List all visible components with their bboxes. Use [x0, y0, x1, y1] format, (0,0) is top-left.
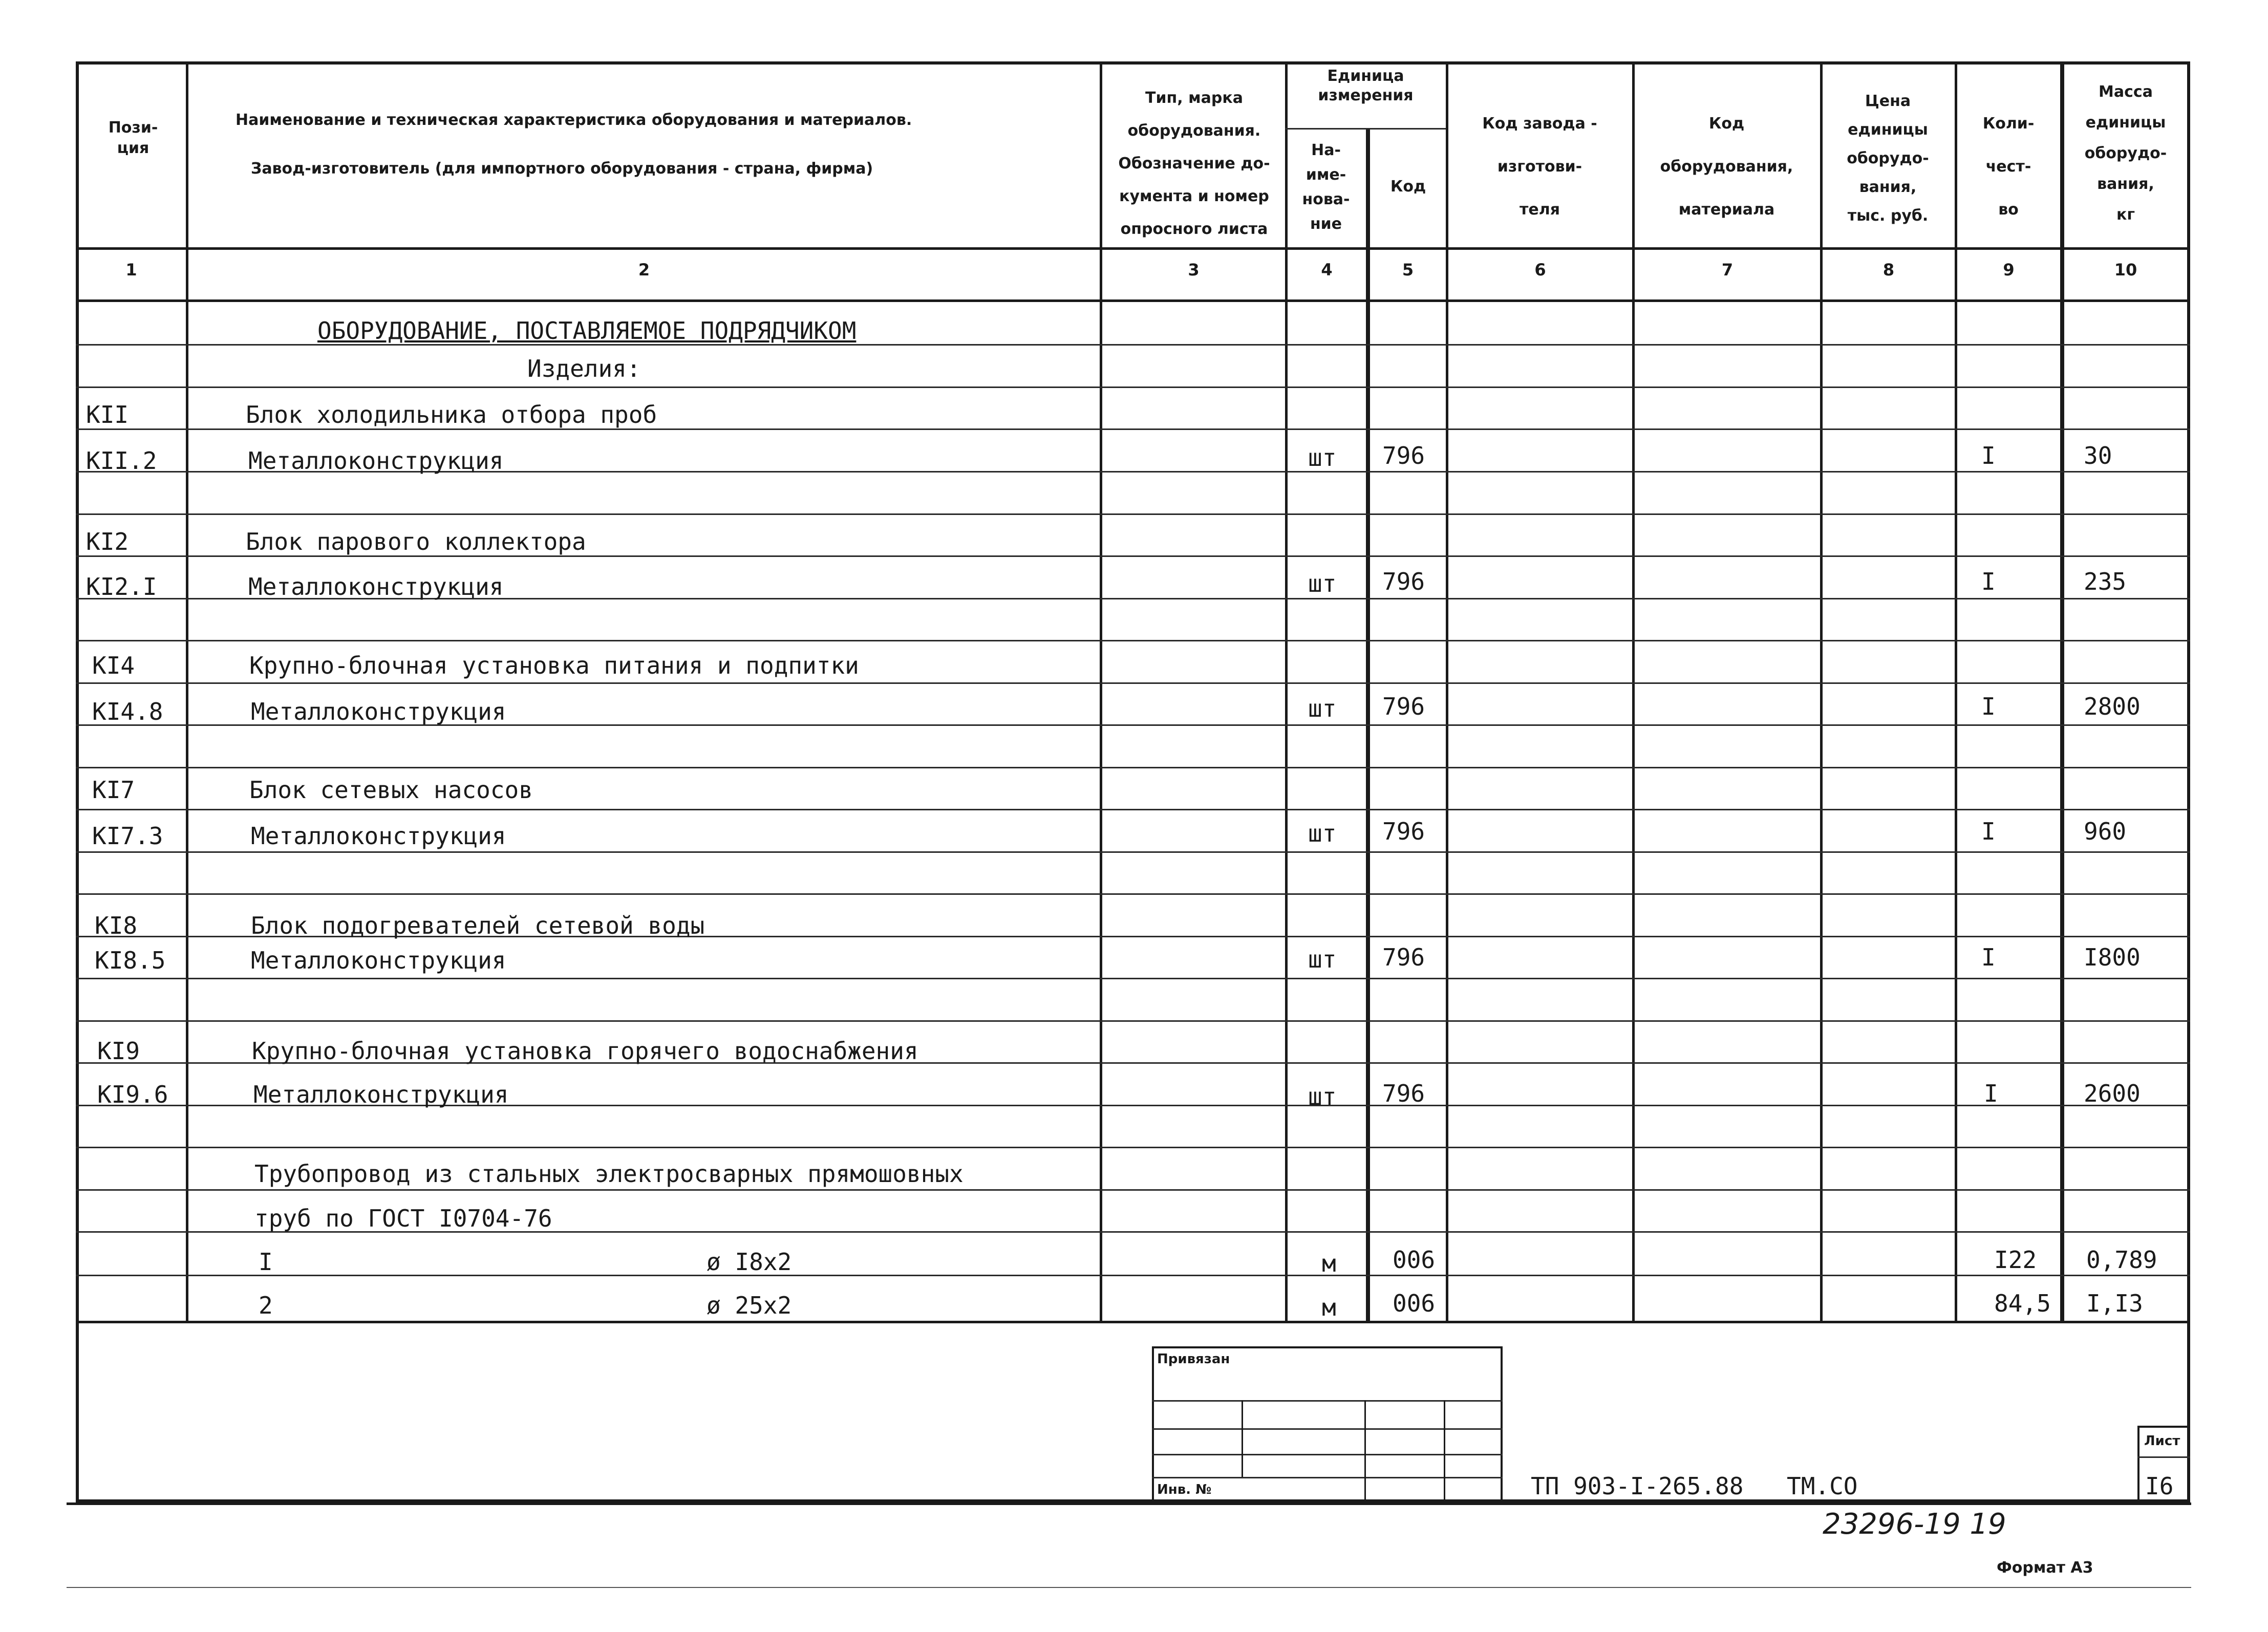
row-qty: I: [1981, 943, 1996, 971]
pipe-row-no: I: [259, 1248, 273, 1276]
row-mass: 30: [2084, 442, 2112, 469]
header-bottom-line: [76, 247, 2190, 250]
row-line: [76, 851, 2190, 853]
header-col9: Коли- чест- во: [1982, 115, 2035, 219]
header-unit-group: Единица измерения: [1318, 67, 1414, 104]
row-code: 796: [1382, 943, 1425, 971]
row-name: Металлоконструкция: [248, 573, 504, 600]
stamp-vline: [1364, 1400, 1366, 1502]
header-col1: Пози- ция: [108, 119, 158, 157]
row-mass: 235: [2084, 568, 2127, 595]
row-pos: КI7.3: [92, 822, 163, 850]
header-col2-line2: Завод-изготовитель (для импортного оборудования - страна, фирма): [251, 160, 873, 178]
row-qty: 84,5: [1994, 1290, 2051, 1317]
row-qty: I: [1981, 568, 1996, 595]
row-pos: КI8: [95, 912, 138, 939]
header-col10: Масса единицы оборудо- вания, кг: [2084, 83, 2167, 224]
row-pos: КI4: [92, 652, 135, 679]
row-pos: КI8.5: [95, 947, 166, 974]
privyazan-label: Привязан: [1157, 1351, 1230, 1367]
colnum-3: 3: [1188, 260, 1200, 280]
stamp-line: [1152, 1428, 1503, 1430]
header-col4: На- име- нова- ние: [1302, 141, 1350, 233]
row-mass: I800: [2084, 943, 2141, 971]
header-col6: Код завода - изготови- теля: [1482, 115, 1597, 219]
row-name: Блок холодильника отбора проб: [246, 401, 657, 428]
row-pos: КI9: [97, 1037, 140, 1065]
row-unit: шт: [1308, 1083, 1337, 1110]
row-name: Металлоконструкция: [251, 822, 506, 850]
row-line: [76, 1189, 2190, 1191]
row-qty: I22: [1994, 1246, 2037, 1274]
col-divider-8: [1955, 61, 1957, 1323]
row-name: труб по ГОСТ I0704-76: [254, 1205, 552, 1232]
row-name: Трубопровод из стальных электросварных прямошовных: [254, 1160, 964, 1188]
row-pos: КI7: [92, 776, 135, 804]
row-code: 796: [1382, 568, 1425, 595]
row-qty: I: [1981, 693, 1996, 720]
row-line: [76, 1020, 2190, 1022]
col-divider-9: [2060, 61, 2064, 1323]
row-code: 006: [1393, 1246, 1436, 1274]
row-mass: 2800: [2084, 693, 2141, 720]
page-bottom-rule: [67, 1587, 2191, 1588]
row-pos: КI2.I: [86, 573, 157, 600]
row-code: 796: [1382, 1080, 1425, 1107]
colnum-10: 10: [2114, 260, 2137, 280]
col-divider-7: [1820, 61, 1823, 1323]
table-bottom-line: [76, 1321, 2190, 1323]
row-unit: шт: [1308, 946, 1337, 973]
row-unit: м: [1322, 1294, 1336, 1321]
row-line: [76, 682, 2190, 684]
row-line: [76, 1147, 2190, 1148]
sheet-number: I6: [2145, 1472, 2174, 1500]
colnum-8: 8: [1882, 260, 1895, 280]
colnum-9: 9: [2003, 260, 2015, 280]
row-line: [76, 640, 2190, 641]
row-qty: I: [1981, 442, 1996, 469]
inv-no-label: Инв. №: [1157, 1482, 1212, 1497]
row-name: Металлоконструкция: [251, 698, 506, 725]
stamp-vline: [1242, 1400, 1243, 1477]
frame-bottom-line: [67, 1502, 2191, 1505]
row-line: [76, 978, 2190, 979]
row-pos: КI9.6: [97, 1081, 168, 1108]
row-line: [76, 1275, 2190, 1276]
pipe-row-dim: ø I8х2: [707, 1248, 792, 1276]
row-unit: шт: [1308, 820, 1337, 847]
row-line: [76, 386, 2190, 388]
header-col7: Код оборудования, материала: [1660, 115, 1793, 219]
stamp-vline: [1444, 1400, 1445, 1502]
row-unit: м: [1322, 1250, 1336, 1277]
row-name: Блок парового коллектора: [246, 528, 586, 555]
row-mass: I,I3: [2086, 1290, 2143, 1317]
colnum-1: 1: [125, 260, 137, 280]
privyazan-box: [1152, 1346, 1503, 1505]
sheet-label: Лист: [2144, 1433, 2180, 1449]
colnum-bottom-line: [76, 299, 2190, 302]
row-name: Блок подогревателей сетевой воды: [251, 912, 705, 939]
colnum-4: 4: [1321, 260, 1333, 280]
col-divider-2: [1100, 61, 1102, 1323]
sheet-box-divider: [2137, 1456, 2190, 1458]
row-mass: 0,789: [2086, 1246, 2157, 1274]
row-pos: КII: [86, 401, 129, 428]
subsection-title: Изделия:: [527, 355, 641, 382]
row-mass: 960: [2084, 818, 2127, 845]
section-title: ОБОРУДОВАНИЕ, ПОСТАВЛЯЕМОЕ ПОДРЯДЧИКОМ: [317, 317, 857, 345]
row-line: [76, 513, 2190, 515]
row-name: Металлоконструкция: [248, 447, 504, 475]
row-line: [76, 809, 2190, 810]
row-line: [76, 893, 2190, 895]
row-qty: I: [1981, 818, 1996, 845]
stamp-line: [1152, 1400, 1503, 1402]
row-code: 796: [1382, 818, 1425, 845]
colnum-2: 2: [638, 260, 650, 280]
colnum-7: 7: [1721, 260, 1734, 280]
row-mass: 2600: [2084, 1080, 2141, 1107]
format-label: Формат А3: [1997, 1559, 2093, 1577]
row-name: Металлоконструкция: [251, 947, 506, 974]
document-suffix: ТМ.СО: [1787, 1472, 1858, 1500]
row-pos: КI2: [86, 528, 129, 555]
row-name: Крупно-блочная установка горячего водоснабжения: [252, 1037, 918, 1065]
colnum-6: 6: [1534, 260, 1546, 280]
row-name: Крупно-блочная установка питания и подпитки: [249, 652, 859, 679]
row-code: 796: [1382, 693, 1425, 720]
row-pos: КII.2: [86, 447, 157, 475]
colnum-5: 5: [1402, 260, 1414, 280]
row-unit: шт: [1308, 570, 1337, 597]
pipe-row-dim: ø 25х2: [707, 1292, 792, 1319]
header-col8: Цена единицы оборудо- вания, тыс. руб.: [1847, 92, 1929, 225]
unit-group-divider: [1285, 128, 1446, 130]
pipe-row-no: 2: [259, 1292, 273, 1319]
row-name: Блок сетевых насосов: [249, 776, 533, 804]
stamp-line: [1152, 1454, 1503, 1455]
col-divider-6: [1632, 61, 1635, 1323]
row-unit: шт: [1308, 695, 1337, 722]
header-col5: Код: [1390, 178, 1426, 196]
row-code: 796: [1382, 442, 1425, 469]
row-line: [76, 767, 2190, 768]
header-col2-line1: Наименование и техническая характеристика оборудования и материалов.: [236, 111, 912, 129]
row-unit: шт: [1308, 444, 1337, 471]
col-divider-1: [186, 61, 188, 1323]
document-code: ТП 903-I-265.88: [1531, 1472, 1744, 1500]
row-qty: I: [1984, 1080, 1998, 1107]
header-col3: Тип, марка оборудования. Обозначение до- кумента и номер опросного листа: [1118, 89, 1270, 238]
handwritten-number: 23296-19 19: [1823, 1508, 2006, 1541]
col-divider-5: [1446, 61, 1448, 1323]
row-name: Металлоконструкция: [253, 1081, 509, 1108]
row-code: 006: [1393, 1290, 1436, 1317]
stamp-line: [1152, 1477, 1503, 1478]
row-pos: КI4.8: [92, 698, 163, 725]
col-divider-3: [1285, 61, 1288, 1323]
